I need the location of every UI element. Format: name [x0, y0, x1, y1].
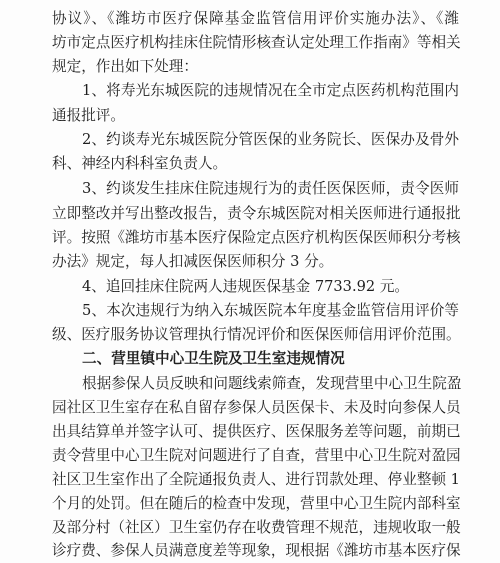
section-heading: 二、营里镇中心卫生院及卫生室违规情况 — [82, 350, 345, 367]
text-line-16: 根据参保人员反映和问题线索筛查，发现营里中心卫生院盈 — [82, 375, 462, 392]
text-line-3: 规定，作出如下处理： — [52, 58, 198, 75]
text-line-6: 2、约谈寿光东城医院分管医保的业务院长、医保办及骨外 — [82, 131, 459, 148]
text-line-23: 诊疗费、参保人员满意度差等现象，现根据《潍坊市基本医疗保 — [52, 542, 461, 559]
text-line-18: 出具结算单并签字认可、提供医疗、医保服务差等问题，前期已 — [52, 423, 461, 440]
text-line-14: 级、医疗服务协议管理执行情况评价和医保医师信用评价范围。 — [52, 326, 461, 343]
text-line-5: 通报批评。 — [52, 107, 125, 124]
text-line-17: 园社区卫生室存在私自留存参保人员医保卡、未及时向参保人员 — [52, 399, 461, 416]
text-line-4: 1、将寿光东城医院的违规情况在全市定点医药机构范围内 — [82, 82, 459, 99]
text-line-13: 5、本次违规行为纳入东城医院本年度基金监管信用评价等 — [82, 302, 459, 319]
text-line-10: 评。按照《潍坊市基本医疗保险定点医疗机构医保医师积分考核 — [52, 229, 461, 246]
text-line-21: 个月的处罚。但在随后的检查中发现，营里中心卫生院内部科室 — [52, 495, 461, 512]
text-line-12: 4、追回挂床住院两人违规医保基金 7733.92 元。 — [82, 278, 410, 295]
text-line-2: 坊市定点医疗机构挂床住院情形核查认定处理工作指南》等相关 — [52, 34, 461, 51]
text-line-22: 及部分村（社区）卫生室仍存在收费管理不规范，违规收取一般 — [52, 519, 461, 536]
text-line-8: 3、约谈发生挂床住院违规行为的责任医保医师，责令医师 — [82, 180, 459, 197]
text-line-9: 立即整改并写出整改报告，责令东城医院对相关医师进行通报批 — [52, 205, 461, 222]
text-line-20: 社区卫生室作出了全院通报负责人、进行罚款处理、停业整顿 1 — [52, 471, 460, 488]
text-line-1: 协议》、《潍坊市医疗保障基金监管信用评价实施办法》、《潍 — [52, 10, 459, 27]
text-line-11: 办法》规定，每人扣减医保医师积分 3 分。 — [52, 253, 334, 270]
text-line-19: 责令营里中心卫生院对问题进行了自查，营里中心卫生院对盈园 — [52, 447, 461, 464]
text-line-7: 科、神经内科科室负责人。 — [52, 155, 228, 172]
